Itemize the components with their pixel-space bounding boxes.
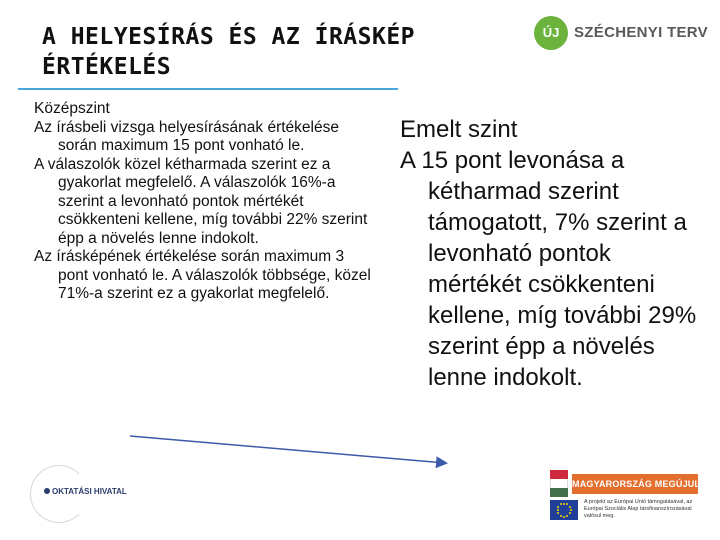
- oh-name: OKTATÁSI HIVATAL: [52, 487, 127, 496]
- eu-star-icon: [569, 506, 571, 508]
- eu-flag-icon: [550, 500, 578, 520]
- title-line-1: A HELYESÍRÁS ÉS AZ ÍRÁSKÉP: [42, 24, 416, 50]
- middle-level-paragraph-1: Az írásbeli vizsga helyesírásának értékelése során maximum 15 pont vonható le.: [34, 118, 339, 154]
- middle-level-heading: Középszint: [34, 100, 110, 117]
- eu-star-icon: [557, 509, 559, 511]
- middle-level-paragraph-3: Az írásképének értékelése során maximum 3 pont vonható le. A válaszolók többsége, közel 71%-a szerint ez a gyakorlat megfelelő.: [34, 248, 371, 302]
- oh-dot-icon: [44, 488, 50, 494]
- advanced-level-heading: Emelt szint: [400, 116, 518, 143]
- eu-star-icon: [569, 512, 571, 514]
- eu-funding-note: A projekt az Európai Unió támogatásával, az Európai Szociális Alap társfinanszírozásával valósul meg.: [584, 499, 693, 519]
- advanced-level-paragraph: A 15 pont levonása a kétharmad szerint támogatott, 7% szerint a levonható pontok mértékét csökkenteni kellene, míg további 29% szerint épp a növelés lenne indokolt.: [400, 147, 697, 391]
- middle-level-paragraph-2: A válaszolók közel kétharmada szerint ez a gyakorlat megfelelő. A válaszolók 16%-a szerint a levonható pontok mértékét csökkenteni kellene, míg további 22% szerint épp a növelés lenne indokolt.: [34, 155, 368, 247]
- eu-star-icon: [560, 503, 562, 505]
- eu-star-icon: [570, 509, 572, 511]
- eu-star-icon: [566, 515, 568, 517]
- eu-star-icon: [566, 503, 568, 505]
- eu-star-icon: [563, 503, 565, 505]
- eu-star-icon: [557, 506, 559, 508]
- eu-star-icon: [560, 515, 562, 517]
- title-line-2: ÉRTÉKELÉS: [42, 54, 172, 80]
- oktatasi-hivatal-logo: [30, 465, 140, 525]
- eu-star-icon: [563, 516, 565, 518]
- uj-badge-icon: ÚJ: [534, 16, 568, 50]
- hungary-renews-banner: MAGYARORSZÁG MEGÚJUL: [572, 474, 698, 494]
- hungarian-flag-icon: [550, 470, 568, 497]
- brand-name: SZÉCHENYI TERV: [574, 24, 708, 41]
- eu-star-icon: [557, 512, 559, 514]
